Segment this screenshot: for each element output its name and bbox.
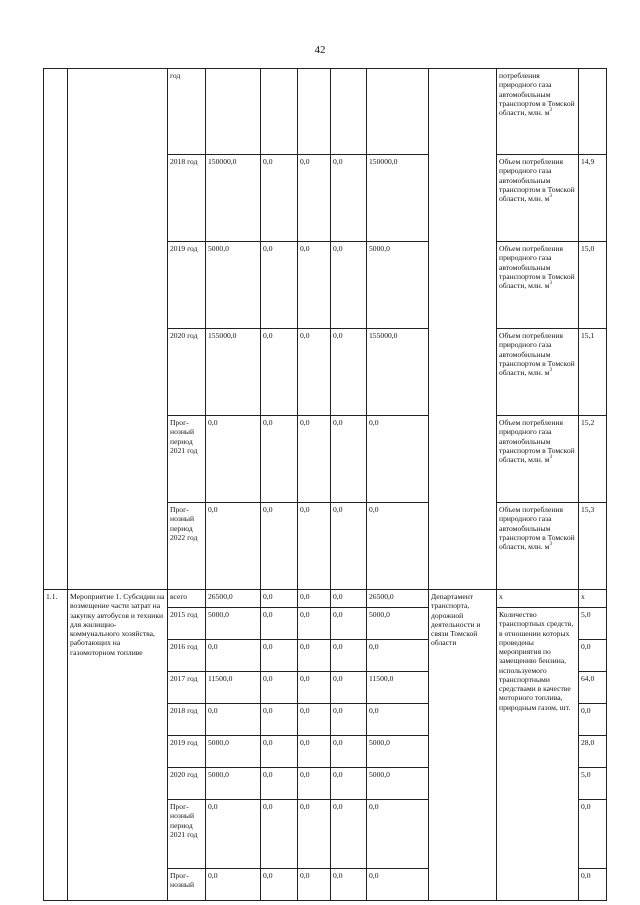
total-cell-text: 0,0 [208, 418, 218, 427]
year-cell-text: 2018 год [170, 157, 198, 166]
num-cell [44, 69, 68, 590]
total-cell-text: 150000,0 [208, 157, 237, 166]
total-cell-text: 5000,0 [208, 244, 229, 253]
regional-cell [298, 768, 331, 800]
extrabudget-cell [367, 69, 429, 155]
local-cell-text: 0,0 [333, 706, 343, 715]
total-cell [206, 69, 261, 155]
local-cell-text: 0,0 [333, 871, 343, 880]
indicator-value-cell-text: 15,3 [581, 505, 595, 514]
extrabudget-cell-text: 5000,0 [369, 610, 390, 619]
indicator-value-cell [579, 736, 607, 768]
indicator-name-cell-text: x [499, 592, 503, 601]
extrabudget-cell [367, 800, 429, 869]
year-cell-text: Прог-нозный [170, 871, 195, 890]
indicator-name-cell [497, 590, 579, 608]
year-cell-text: Прог-нозный период 2021 год [170, 802, 198, 839]
total-cell-text: 0,0 [208, 802, 218, 811]
federal-cell-text: 0,0 [263, 738, 273, 747]
indicator-name-cell [497, 329, 579, 416]
extrabudget-cell [367, 736, 429, 768]
indicator-value-cell-text: 14,9 [581, 157, 595, 166]
federal-cell [261, 640, 298, 672]
federal-cell-text: 0,0 [263, 331, 273, 340]
total-cell [206, 640, 261, 672]
year-cell [168, 608, 206, 640]
indicator-name-cell [497, 416, 579, 503]
local-cell [331, 69, 367, 155]
federal-cell [261, 672, 298, 704]
indicator-value-cell-text: 15,2 [581, 418, 595, 427]
indicator-value-cell [579, 416, 607, 503]
regional-cell-text: 0,0 [300, 610, 310, 619]
total-cell [206, 155, 261, 242]
regional-cell-text: 0,0 [300, 157, 310, 166]
extrabudget-cell-text: 11500,0 [369, 674, 394, 683]
regional-cell-text: 0,0 [300, 738, 310, 747]
extrabudget-cell [367, 590, 429, 608]
local-cell-text: 0,0 [333, 674, 343, 683]
page-number: 42 [314, 44, 326, 56]
federal-cell [261, 869, 298, 901]
year-cell-text: 2019 год [170, 738, 198, 747]
local-cell [331, 869, 367, 901]
year-cell [168, 869, 206, 901]
total-cell-text: 0,0 [208, 871, 218, 880]
event-name-cell [68, 69, 168, 590]
local-cell-text: 0,0 [333, 610, 343, 619]
regional-cell [298, 869, 331, 901]
regional-cell [298, 608, 331, 640]
extrabudget-cell [367, 329, 429, 416]
local-cell [331, 608, 367, 640]
local-cell [331, 155, 367, 242]
indicator-name-cell-text: потребления природного газа автомобильным транспортом в Томской области, млн. м [499, 71, 575, 117]
indicator-name-cell-text: Объем потребления природного газа автомобильным транспортом в Томской области, млн. м [499, 418, 575, 464]
regional-cell [298, 704, 331, 736]
indicator-name-cell-text: Объем потребления природного газа автомобильным транспортом в Томской области, млн. м [499, 157, 575, 203]
year-cell-text: год [170, 71, 181, 80]
local-cell [331, 416, 367, 503]
federal-cell [261, 736, 298, 768]
year-cell [168, 800, 206, 869]
extrabudget-cell [367, 869, 429, 901]
indicator-value-cell [579, 672, 607, 704]
indicator-value-cell-text: 5,0 [581, 770, 591, 779]
regional-cell [298, 416, 331, 503]
extrabudget-cell [367, 768, 429, 800]
regional-cell-text: 0,0 [300, 770, 310, 779]
regional-cell [298, 640, 331, 672]
regional-cell-text: 0,0 [300, 674, 310, 683]
indicator-value-cell-text: 15,0 [581, 244, 595, 253]
indicator-value-cell [579, 704, 607, 736]
extrabudget-cell [367, 608, 429, 640]
federal-cell-text: 0,0 [263, 871, 273, 880]
table-section-event-1-1 [44, 590, 607, 901]
total-cell [206, 503, 261, 590]
total-cell [206, 242, 261, 329]
local-cell [331, 242, 367, 329]
local-cell-text: 0,0 [333, 157, 343, 166]
indicator-name-cell [497, 503, 579, 590]
year-cell-text: 2020 год [170, 770, 198, 779]
regional-cell [298, 503, 331, 590]
total-cell [206, 800, 261, 869]
federal-cell-text: 0,0 [263, 674, 273, 683]
total-cell [206, 768, 261, 800]
federal-cell-text: 0,0 [263, 802, 273, 811]
extrabudget-cell-text: 5000,0 [369, 770, 390, 779]
regional-cell [298, 155, 331, 242]
local-cell [331, 704, 367, 736]
total-cell-text: 11500,0 [208, 674, 233, 683]
executor-cell [429, 590, 497, 901]
local-cell-text: 0,0 [333, 505, 343, 514]
indicator-name-cell [497, 69, 579, 155]
indicator-name-cell-text: Объем потребления природного газа автомобильным транспортом в Томской области, млн. м [499, 244, 575, 290]
total-cell [206, 329, 261, 416]
total-cell-text: 0,0 [208, 706, 218, 715]
extrabudget-cell-text: 0,0 [369, 418, 379, 427]
local-cell [331, 503, 367, 590]
year-cell [168, 503, 206, 590]
regional-cell-text: 0,0 [300, 592, 310, 601]
regional-cell-text: 0,0 [300, 505, 310, 514]
extrabudget-cell [367, 242, 429, 329]
indicator-name-cell [497, 608, 579, 901]
event-name-cell [68, 590, 168, 901]
federal-cell-text: 0,0 [263, 592, 273, 601]
indicator-value-cell [579, 69, 607, 155]
federal-cell [261, 800, 298, 869]
local-cell-text: 0,0 [333, 331, 343, 340]
table-row [44, 69, 607, 155]
table-section-gas-volume [44, 69, 607, 590]
unit-superscript: 3 [549, 368, 552, 373]
federal-cell [261, 329, 298, 416]
year-cell-text: Прог-нозный период 2022 год [170, 505, 198, 542]
regional-cell-text: 0,0 [300, 802, 310, 811]
indicator-value-cell [579, 800, 607, 869]
indicator-value-cell-text: x [581, 592, 585, 601]
regional-cell [298, 672, 331, 704]
indicator-value-cell [579, 329, 607, 416]
extrabudget-cell-text: 5000,0 [369, 244, 390, 253]
federal-cell [261, 69, 298, 155]
local-cell [331, 640, 367, 672]
extrabudget-cell-text: 0,0 [369, 642, 379, 651]
regional-cell [298, 736, 331, 768]
regional-cell [298, 69, 331, 155]
indicator-value-cell [579, 590, 607, 608]
total-cell [206, 736, 261, 768]
indicator-value-cell-text: 0,0 [581, 642, 591, 651]
local-cell [331, 590, 367, 608]
unit-superscript: 3 [549, 455, 552, 460]
total-cell [206, 672, 261, 704]
total-cell [206, 416, 261, 503]
local-cell [331, 800, 367, 869]
federal-cell-text: 0,0 [263, 706, 273, 715]
federal-cell [261, 503, 298, 590]
indicator-value-cell-text: 28,0 [581, 738, 595, 747]
federal-cell [261, 155, 298, 242]
num-cell [44, 590, 68, 901]
local-cell [331, 329, 367, 416]
regional-cell [298, 242, 331, 329]
regional-cell-text: 0,0 [300, 642, 310, 651]
extrabudget-cell-text: 0,0 [369, 871, 379, 880]
unit-superscript: 3 [549, 108, 552, 113]
local-cell-text: 0,0 [333, 770, 343, 779]
total-cell-text: 5000,0 [208, 738, 229, 747]
program-table [43, 68, 607, 901]
indicator-value-cell [579, 869, 607, 901]
extrabudget-cell-text: 0,0 [369, 505, 379, 514]
year-cell-text: 2020 год [170, 331, 198, 340]
indicator-value-cell-text: 0,0 [581, 802, 591, 811]
local-cell-text: 0,0 [333, 642, 343, 651]
regional-cell-text: 0,0 [300, 418, 310, 427]
year-cell-text: 2016 год [170, 642, 198, 651]
regional-cell-text: 0,0 [300, 244, 310, 253]
total-cell-text: 26500,0 [208, 592, 233, 601]
year-cell [168, 242, 206, 329]
extrabudget-cell [367, 672, 429, 704]
num-cell-text: 1.1. [46, 592, 58, 601]
year-cell-text: 2018 год [170, 706, 198, 715]
indicator-name-cell-text: Объем потребления природного газа автомобильным транспортом в Томской области, млн. м [499, 331, 575, 377]
year-cell [168, 590, 206, 608]
extrabudget-cell-text: 0,0 [369, 802, 379, 811]
extrabudget-cell [367, 704, 429, 736]
year-cell [168, 640, 206, 672]
year-cell [168, 704, 206, 736]
year-cell [168, 416, 206, 503]
extrabudget-cell [367, 503, 429, 590]
federal-cell [261, 242, 298, 329]
federal-cell-text: 0,0 [263, 418, 273, 427]
year-cell-text: 2017 год [170, 674, 198, 683]
unit-superscript: 3 [549, 542, 552, 547]
extrabudget-cell-text: 155000,0 [369, 331, 398, 340]
federal-cell [261, 590, 298, 608]
year-cell-text: 2015 год [170, 610, 198, 619]
indicator-value-cell-text: 5,0 [581, 610, 591, 619]
extrabudget-cell [367, 416, 429, 503]
local-cell-text: 0,0 [333, 592, 343, 601]
regional-cell [298, 329, 331, 416]
indicator-value-cell [579, 608, 607, 640]
year-cell-text: Прог-нозный период 2021 год [170, 418, 198, 455]
total-cell-text: 0,0 [208, 505, 218, 514]
indicator-value-cell-text: 15,1 [581, 331, 595, 340]
total-cell-text: 5000,0 [208, 770, 229, 779]
indicator-value-cell [579, 242, 607, 329]
regional-cell [298, 800, 331, 869]
total-cell [206, 869, 261, 901]
federal-cell-text: 0,0 [263, 157, 273, 166]
federal-cell [261, 704, 298, 736]
federal-cell [261, 768, 298, 800]
federal-cell-text: 0,0 [263, 642, 273, 651]
year-cell [168, 768, 206, 800]
total-cell [206, 608, 261, 640]
year-cell [168, 736, 206, 768]
regional-cell-text: 0,0 [300, 706, 310, 715]
total-cell-text: 5000,0 [208, 610, 229, 619]
year-cell [168, 672, 206, 704]
federal-cell-text: 0,0 [263, 610, 273, 619]
federal-cell [261, 608, 298, 640]
local-cell-text: 0,0 [333, 802, 343, 811]
year-cell [168, 69, 206, 155]
indicator-value-cell [579, 503, 607, 590]
extrabudget-cell [367, 155, 429, 242]
indicator-name-cell-text: Объем потребления природного газа автомобильным транспортом в Томской области, млн. м [499, 505, 575, 551]
event-name-cell-text: Мероприятие 1. Субсидии на возмещение части затрат на закупку автобусов и техники для жилищно-коммунального хозяйства, работающих на газомоторном топливе [70, 592, 165, 657]
indicator-name-cell [497, 155, 579, 242]
total-cell [206, 704, 261, 736]
federal-cell-text: 0,0 [263, 770, 273, 779]
year-cell [168, 329, 206, 416]
indicator-name-cell [497, 242, 579, 329]
total-cell [206, 590, 261, 608]
indicator-value-cell-text: 64,0 [581, 674, 595, 683]
extrabudget-cell-text: 150000,0 [369, 157, 398, 166]
federal-cell-text: 0,0 [263, 505, 273, 514]
extrabudget-cell-text: 26500,0 [369, 592, 394, 601]
indicator-value-cell [579, 155, 607, 242]
local-cell [331, 672, 367, 704]
extrabudget-cell [367, 640, 429, 672]
indicator-value-cell-text: 0,0 [581, 871, 591, 880]
local-cell [331, 736, 367, 768]
indicator-value-cell [579, 768, 607, 800]
indicator-name-cell-text: Количество транспортных средств, в отношении которых проведены мероприятия по замещению бензина, используемого транспортными средствами в качестве моторного топлива, природным газом, шт. [499, 610, 574, 712]
local-cell-text: 0,0 [333, 738, 343, 747]
table-row [44, 590, 607, 608]
extrabudget-cell-text: 5000,0 [369, 738, 390, 747]
regional-cell [298, 590, 331, 608]
regional-cell-text: 0,0 [300, 871, 310, 880]
indicator-value-cell-text: 0,0 [581, 706, 591, 715]
indicator-value-cell [579, 640, 607, 672]
executor-cell [429, 69, 497, 590]
total-cell-text: 0,0 [208, 642, 218, 651]
local-cell-text: 0,0 [333, 418, 343, 427]
local-cell [331, 768, 367, 800]
federal-cell [261, 416, 298, 503]
year-cell-text: всего [170, 592, 188, 601]
extrabudget-cell-text: 0,0 [369, 706, 379, 715]
unit-superscript: 3 [549, 194, 552, 199]
total-cell-text: 155000,0 [208, 331, 237, 340]
local-cell-text: 0,0 [333, 244, 343, 253]
unit-superscript: 3 [549, 281, 552, 286]
executor-cell-text: Департамент транспорта, дорожной деятельности и связи Томской области [431, 592, 481, 648]
federal-cell-text: 0,0 [263, 244, 273, 253]
year-cell-text: 2019 год [170, 244, 198, 253]
regional-cell-text: 0,0 [300, 331, 310, 340]
year-cell [168, 155, 206, 242]
